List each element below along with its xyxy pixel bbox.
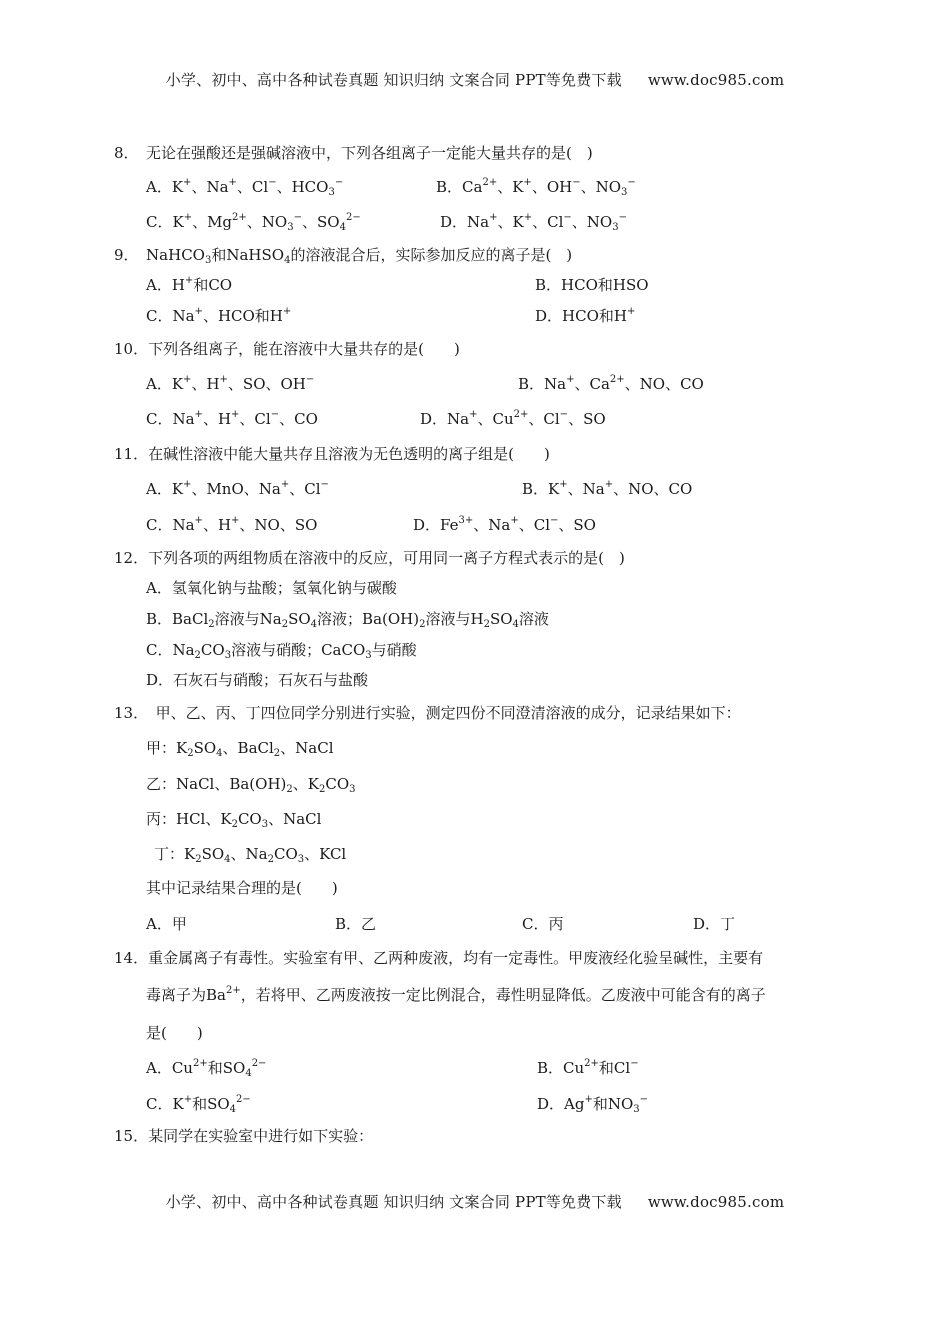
question-13: 13． 甲、乙、丙、丁四位同学分别进行实验，测定四份不同澄清溶液的成分，记录结果如下： — [114, 704, 741, 722]
q10-option-d: D．Na+、$Cu^{2+}$、Cl−、SO — [420, 409, 606, 428]
question-14-line1: 14．重金属离子有毒性。实验室有甲、乙两种废液，均有一定毒性。甲废液经化验呈碱性，主要有 — [114, 949, 764, 967]
question-12: 12．下列各项的两组物质在溶液中的反应，可用同一离子方程式表示的是( ) — [114, 549, 625, 567]
footer-site: www.doc985.com — [647, 1193, 785, 1211]
question-8: 8． 无论在强酸还是强碱溶液中，下列各组离子一定能大量共存的是( ) — [114, 144, 593, 162]
q8-option-a: A．K+、Na+、Cl−、$HCO_3^-$ — [146, 177, 344, 198]
footer-text: 小学、初中、高中各种试卷真题 知识归纳 文案合同 PPT等免费下载 — [165, 1193, 622, 1211]
q13-question: 其中记录结果合理的是( ) — [146, 879, 338, 897]
q13-option-c: C．丙 — [522, 915, 564, 933]
q13-record-jia: 甲：$K_2SO_4$、BaCl$_2$、NaCl — [146, 739, 334, 759]
q8-option-d: D．Na+、K+、Cl−、$NO_3^-$ — [440, 212, 627, 233]
question-11: 11．在碱性溶液中能大量共存且溶液为无色透明的离子组是( ) — [114, 445, 550, 463]
header-text: 小学、初中、高中各种试卷真题 知识归纳 文案合同 PPT等免费下载 — [165, 71, 622, 89]
q14-option-c: C．K+和$SO_4^{2-}$ — [146, 1094, 251, 1115]
q12-option-a: A．氢氧化钠与盐酸；氢氧化钠与碳酸 — [146, 579, 397, 597]
q12-option-d: D．石灰石与硝酸；石灰石与盐酸 — [146, 671, 369, 689]
q13-record-ding: 丁：$K_2SO_4$、$Na_2CO_3$、KCl — [154, 845, 347, 865]
question-15: 15．某同学在实验室中进行如下实验： — [114, 1127, 374, 1145]
page-footer — [0, 1191, 950, 1212]
q10-option-b: B．Na+、$Ca^{2+}$、NO、CO — [518, 374, 704, 393]
q13-option-a: A．甲 — [146, 915, 187, 933]
q8-option-c: C．K+、$Mg^{2+}$、$NO_3^-$、$SO_4^{2-}$ — [146, 212, 361, 233]
q9-option-d: D．HCO和H+ — [535, 306, 636, 325]
q14-option-a: A．$Cu^{2+}$和$SO_4^{2-}$ — [146, 1058, 267, 1079]
q9-option-a: A．H+和CO — [146, 275, 233, 294]
question-10: 10．下列各组离子，能在溶液中大量共存的是( ) — [114, 340, 460, 358]
q11-option-b: B．K+、Na+、NO、CO — [522, 479, 693, 498]
question-14-line3: 是( ) — [146, 1024, 203, 1042]
q11-option-d: D．$Fe^{3+}$、Na+、Cl−、SO — [413, 515, 596, 534]
q13-option-b: B．乙 — [335, 915, 377, 933]
q9-option-c: C．Na+、HCO和H+ — [146, 306, 292, 325]
q13-record-bing: 丙：HCl、$K_2CO_3$、NaCl — [146, 810, 322, 830]
q12-option-b: B．BaCl$_2$溶液与$Na_2SO_4$溶液；$Ba(OH)_2$溶液与$H_2SO_4$溶液 — [146, 610, 549, 630]
question-14-line2: 毒离子为$Ba^{2+}$，若将甲、乙两废液按一定比例混合，毒性明显降低。乙废液中可能含有的离子 — [146, 985, 766, 1004]
q14-option-d: D．Ag+和$NO_3^-$ — [537, 1094, 649, 1115]
q13-option-d: D．丁 — [693, 915, 736, 933]
q11-option-a: A．K+、MnO、Na+、Cl− — [146, 479, 329, 498]
header-site: www.doc985.com — [647, 71, 785, 89]
q11-option-c: C．Na+、H+、NO、SO — [146, 515, 318, 534]
q12-option-c: C．$Na_2CO_3$溶液与硝酸；CaCO$_3$与硝酸 — [146, 641, 417, 661]
page-header — [0, 69, 950, 90]
q9-option-b: B．HCO和HSO — [535, 276, 649, 294]
q8-option-b: B．$Ca^{2+}$、K+、OH−、$NO_3^-$ — [436, 177, 636, 198]
q10-option-c: C．Na+、H+、Cl−、CO — [146, 409, 318, 428]
q10-option-a: A．K+、H+、SO、OH− — [146, 374, 315, 393]
question-9: 9． NaHCO$_3$和NaHSO$_4$的溶液混合后，实际参加反应的离子是( ) — [114, 246, 573, 266]
q13-record-yi: 乙：NaCl、$Ba(OH)_2$、$K_2CO_3$ — [146, 775, 356, 795]
q14-option-b: B．$Cu^{2+}$和Cl− — [537, 1058, 639, 1077]
